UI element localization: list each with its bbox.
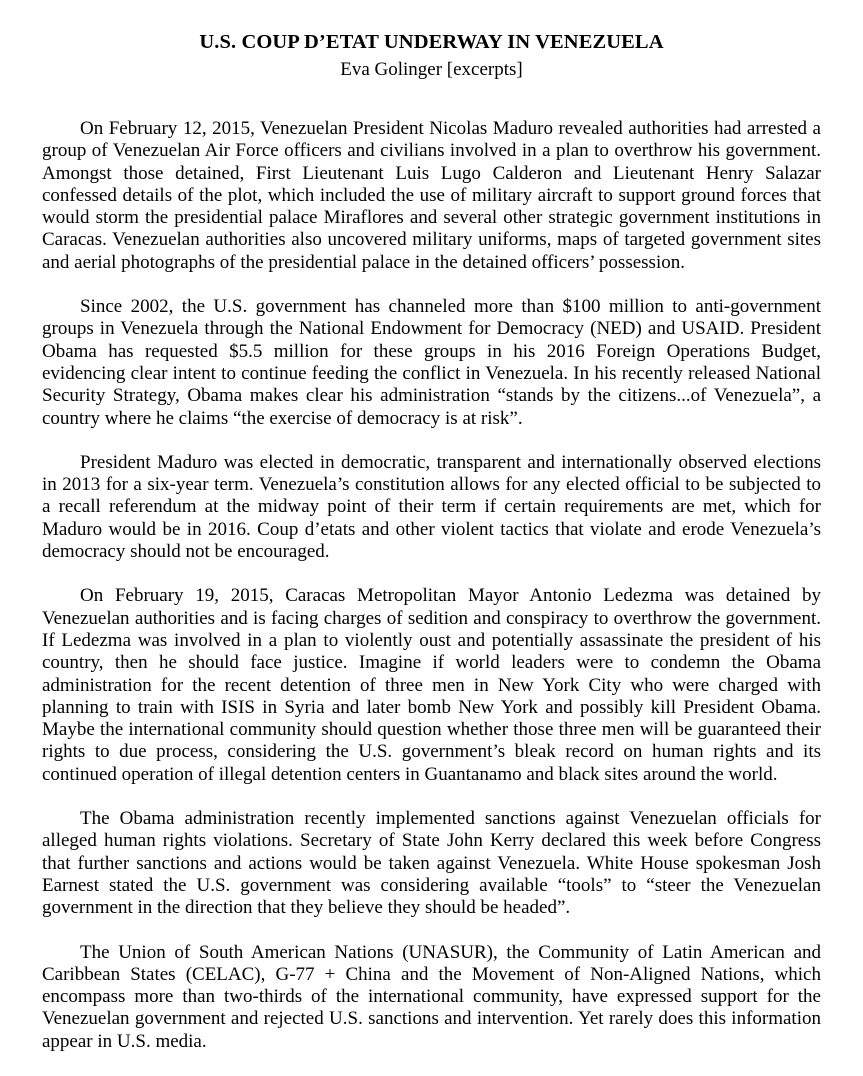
body-paragraph: On February 12, 2015, Venezuelan President Nicolas Maduro revealed authorities had arrested a group of Venezuelan Air Force officers and civilians involved in a plan to overthrow his government. Amongst those detained, First Lieutenant Luis Lugo Calderon and Lieutenant Henry Salazar confessed details of the plot, which included the use of military aircraft to support ground forces that would storm the presidential palace Miraflores and several other strategic government institutions in Caracas. Venezuelan authorities also uncovered military uniforms, maps of targeted government sites and aerial photographs of the presidential palace in the detained officers’ possession. [42,118,821,273]
document-body [42,118,821,1053]
document-content [42,0,821,1053]
author-byline: Eva Golinger [excerpts] [340,59,523,80]
body-paragraph: On February 19, 2015, Caracas Metropolitan Mayor Antonio Ledezma was detained by Venezuelan authorities and is facing charges of sedition and conspiracy to overthrow the government. If Ledezma was involved in a plan to violently oust and potentially assassinate the president of his country, then he should face justice. Imagine if world leaders were to condemn the Obama administration for the recent detention of three men in New York City who were charged with planning to train with ISIS in Syria and later bomb New York and possibly kill President Obama. Maybe the international community should question whether those three men will be guaranteed their rights to due process, considering the U.S. government’s bleak record on human rights and its continued operation of illegal detention centers in Guantanamo and black sites around the world. [42,585,821,785]
body-paragraph: The Union of South American Nations (UNASUR), the Community of Latin American and Caribbean States (CELAC), G-77 + China and the Movement of Non-Aligned Nations, which encompass more than two-thirds of the international community, have expressed support for the Venezuelan government and rejected U.S. sanctions and intervention. Yet rarely does this information appear in U.S. media. [42,941,821,1052]
body-paragraph: Since 2002, the U.S. government has channeled more than $100 million to anti-government groups in Venezuela through the National Endowment for Democracy (NED) and USAID. President Obama has requested $5.5 million for these groups in his 2016 Foreign Operations Budget, evidencing clear intent to continue feeding the conflict in Venezuela. In his recently released National Security Strategy, Obama makes clear his administration “stands by the citizens...of Venezuela”, a country where he claims “the exercise of democracy is at risk”. [42,296,821,429]
page-title: U.S. COUP D’ETAT UNDERWAY IN VENEZUELA [199,31,664,53]
body-paragraph: The Obama administration recently implemented sanctions against Venezuelan officials for alleged human rights violations. Secretary of State John Kerry declared this week before Congress that further sanctions and actions would be taken against Venezuela. White House spokesman Josh Earnest stated the U.S. government was considering available “tools” to “steer the Venezuelan government in the direction that they believe they should be headed”. [42,808,821,919]
body-paragraph: President Maduro was elected in democratic, transparent and internationally observed elections in 2013 for a six-year term. Venezuela’s constitution allows for any elected official to be subjected to a recall referendum at the midway point of their term if certain requirements are met, which for Maduro would be in 2016. Coup d’etats and other violent tactics that violate and erode Venezuela’s democracy should not be encouraged. [42,451,821,563]
